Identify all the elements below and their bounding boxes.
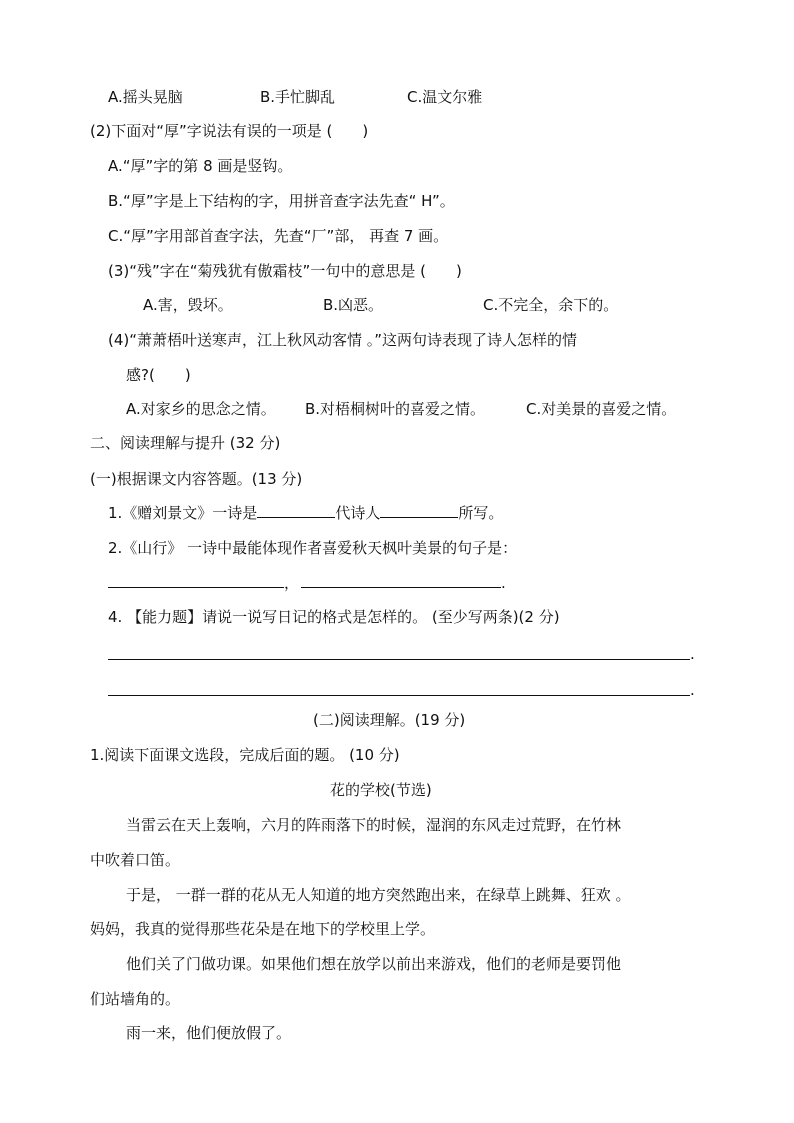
passage-p4-line1: 他们关了门做功课。如果他们想在放学以前出来游戏，他们的老师是要罚他 — [126, 955, 622, 973]
passage-title: 花的学校(节选) — [330, 781, 432, 799]
passage-p5: 雨一来，他们便放假了。 — [126, 1024, 292, 1042]
item1-text-a: 1.《赠刘景文》一诗是 — [108, 504, 258, 522]
q2-stem: (2)下面对“厚”字说法有误的一项是 ( ) — [90, 122, 369, 140]
q4-option-c: C.对美景的喜爱之情。 — [526, 400, 677, 418]
item1-text-c: 所写。 — [458, 504, 504, 522]
item2-comma: ， — [284, 574, 300, 592]
item2-question: 2.《山行》 一诗中最能体现作者喜爱秋天枫叶美景的句子是： — [108, 539, 518, 557]
passage-p2: 于是， 一群一群的花从无人知道的地方突然跑出来，在绿草上跳舞、狂欢 。 — [126, 886, 631, 904]
q1-option-a: A.摇头晃脑 — [108, 88, 183, 106]
section2-title: 二、阅读理解与提升 (32 分) — [90, 434, 281, 452]
q3-stem: (3)“残”字在“菊残犹有傲霜枝”一句中的意思是 ( ) — [108, 262, 462, 280]
q4-option-a: A.对家乡的思念之情。 — [126, 400, 276, 418]
passage-p1-line2: 中吹着口笛。 — [90, 851, 181, 869]
poet-blank[interactable] — [380, 503, 458, 518]
part2-question-1: 1.阅读下面课文选段，完成后面的题。 (10 分) — [90, 746, 400, 764]
passage-p4-line2: 们站墙角的。 — [90, 990, 181, 1008]
q1-option-c: C.温文尔雅 — [407, 88, 483, 106]
part1-title: (一)根据课文内容答题。(13 分) — [90, 470, 303, 488]
item2-period: . — [501, 574, 506, 592]
item2-answer-line — [108, 573, 506, 593]
q2-option-a: A.“厚”字的第 8 画是竖钩。 — [108, 157, 293, 175]
q4-stem-line2: 感?( ) — [126, 366, 191, 384]
passage-p1-line1: 当雷云在天上轰响，六月的阵雨落下的时候，湿润的东风走过荒野，在竹林 — [126, 816, 622, 834]
answer-line-2-period: . — [690, 681, 695, 699]
item4-question: 4. 【能力题】请说一说写日记的格式是怎样的。 (至少写两条)(2 分) — [108, 608, 560, 626]
answer-blank-2[interactable] — [301, 573, 501, 588]
q4-option-b: B.对梧桐树叶的喜爱之情。 — [305, 400, 486, 418]
q3-option-c: C.不完全，余下的。 — [483, 296, 619, 314]
answer-blank-1[interactable] — [108, 573, 284, 588]
item1-text-b: 代诗人 — [335, 504, 381, 522]
q3-option-a: A.害，毁坏。 — [143, 296, 233, 314]
answer-line-1-period: . — [690, 645, 695, 663]
item1 — [108, 503, 503, 523]
answer-line-2[interactable] — [108, 695, 690, 696]
q2-option-c: C.“厚”字用部首查字法，先查“厂”部， 再查 7 画。 — [108, 227, 449, 245]
q1-option-b: B.手忙脚乱 — [260, 88, 336, 106]
dynasty-blank[interactable] — [257, 503, 335, 518]
q3-option-b: B.凶恶。 — [323, 296, 384, 314]
answer-line-1[interactable] — [108, 659, 690, 660]
q4-stem-line1: (4)“萧萧梧叶送寒声，江上秋风动客情 。”这两句诗表现了诗人怎样的情 — [108, 331, 578, 349]
passage-p3: 妈妈，我真的觉得那些花朵是在地下的学校里上学。 — [90, 920, 436, 938]
part2-title: (二)阅读理解。(19 分) — [313, 711, 466, 729]
q2-option-b: B.“厚”字是上下结构的字，用拼音查字法先查“ H”。 — [108, 192, 455, 210]
